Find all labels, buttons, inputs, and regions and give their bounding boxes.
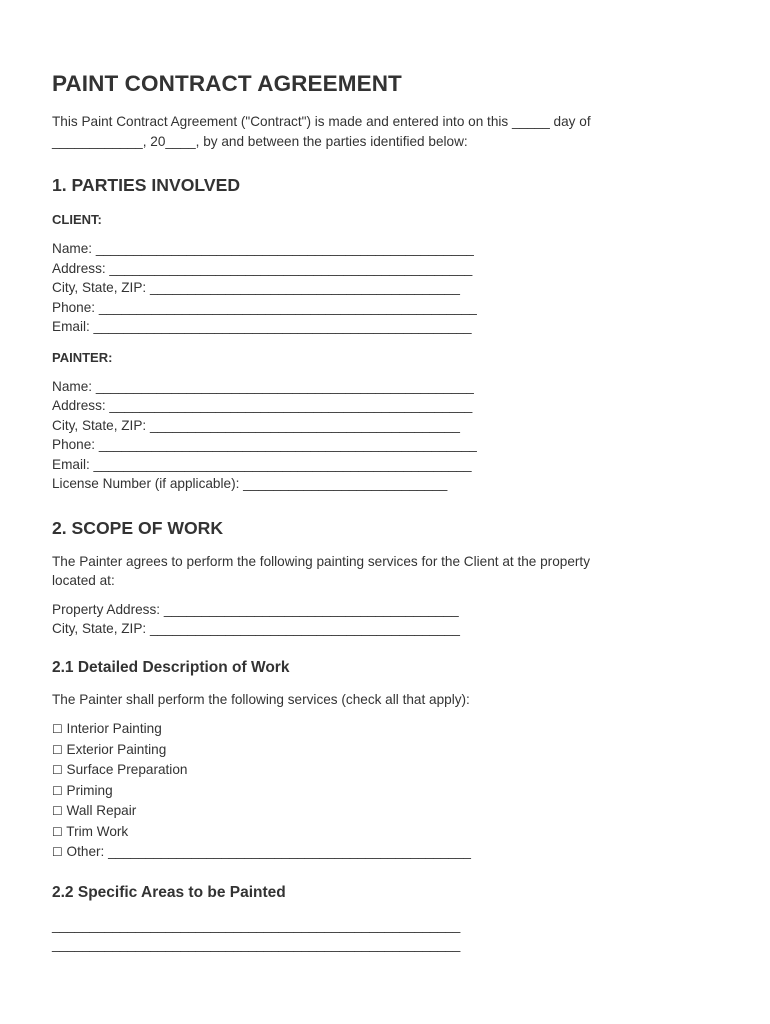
subsection-heading-areas: 2.2 Specific Areas to be Painted (52, 883, 286, 901)
client-city-state-zip-field[interactable]: City, State, ZIP: _________________________________________ (52, 280, 460, 295)
client-label: CLIENT: (52, 212, 102, 227)
painter-address-field[interactable]: Address: ________________________________________________ (52, 398, 473, 413)
service-item-interior-painting[interactable] (52, 719, 712, 740)
intro-paragraph (52, 112, 712, 151)
painter-label: PAINTER: (52, 349, 113, 365)
contract-page (52, 70, 712, 955)
painter-city-state-zip-field[interactable]: City, State, ZIP: _________________________________________ (52, 417, 460, 433)
painter-name-field[interactable]: Name: __________________________________________________ (52, 378, 474, 394)
service-item-other[interactable] (52, 842, 712, 863)
checkbox-icon[interactable]: ☐ (52, 845, 63, 859)
service-item-surface-preparation[interactable] (52, 760, 712, 781)
service-label: Priming (66, 782, 113, 798)
service-label: Wall Repair (66, 803, 137, 818)
intro-line-2: ____________, 20____, by and between the parties identified below: (52, 133, 468, 149)
property-address-field[interactable]: Property Address: _______________________________________ (52, 601, 459, 617)
service-label: Interior Painting (66, 721, 162, 736)
painter-fields (52, 377, 712, 494)
painter-license-field[interactable]: License Number (if applicable): ___________________________ (52, 476, 448, 491)
painter-email-field[interactable]: Email: __________________________________________________ (52, 456, 472, 472)
client-address-field[interactable]: Address: ________________________________________________ (52, 260, 473, 276)
checkbox-icon[interactable]: ☐ (52, 742, 63, 757)
scope-line-1: The Painter agrees to perform the following painting services for the Client at the property (52, 553, 590, 569)
service-item-wall-repair[interactable] (52, 801, 712, 822)
service-label: Other: ________________________________________________ (66, 844, 471, 859)
property-city-state-zip-field[interactable]: City, State, ZIP: _________________________________________ (52, 621, 460, 636)
section-heading-scope: 2. SCOPE OF WORK (52, 517, 224, 538)
checkbox-icon[interactable]: ☐ (52, 824, 63, 839)
service-label: Trim Work (66, 823, 129, 839)
areas-blank-lines (52, 916, 712, 955)
checkbox-icon[interactable]: ☐ (52, 763, 63, 777)
areas-line[interactable]: ______________________________________________________ (52, 937, 461, 952)
services-instruction: The Painter shall perform the following services (check all that apply): (52, 691, 470, 707)
painter-phone-field[interactable]: Phone: __________________________________________________ (52, 437, 477, 452)
subsection-heading-description: 2.1 Detailed Description of Work (52, 658, 290, 676)
intro-line-1: This Paint Contract Agreement ("Contract") is made and entered into on this _____ day of (52, 114, 591, 129)
scope-line-2: located at: (52, 573, 115, 588)
section-heading-parties: 1. PARTIES INVOLVED (52, 175, 241, 195)
client-phone-field[interactable]: Phone: __________________________________________________ (52, 299, 477, 315)
service-label: Surface Preparation (66, 762, 188, 777)
service-item-exterior-painting[interactable] (52, 740, 712, 761)
checkbox-icon[interactable]: ☐ (52, 722, 63, 736)
scope-paragraph (52, 552, 712, 591)
services-checklist (52, 719, 712, 863)
service-label: Exterior Painting (66, 741, 167, 757)
client-name-field[interactable]: Name: __________________________________________________ (52, 241, 474, 256)
client-fields (52, 239, 712, 337)
service-item-trim-work[interactable] (52, 822, 712, 843)
property-fields (52, 600, 712, 639)
checkbox-icon[interactable]: ☐ (52, 783, 63, 798)
service-item-priming[interactable] (52, 781, 712, 802)
checkbox-icon[interactable]: ☐ (52, 804, 63, 818)
client-email-field[interactable]: Email: __________________________________________________ (52, 319, 472, 334)
document-title: PAINT CONTRACT AGREEMENT (52, 71, 402, 96)
areas-line[interactable]: ______________________________________________________ (52, 917, 461, 933)
